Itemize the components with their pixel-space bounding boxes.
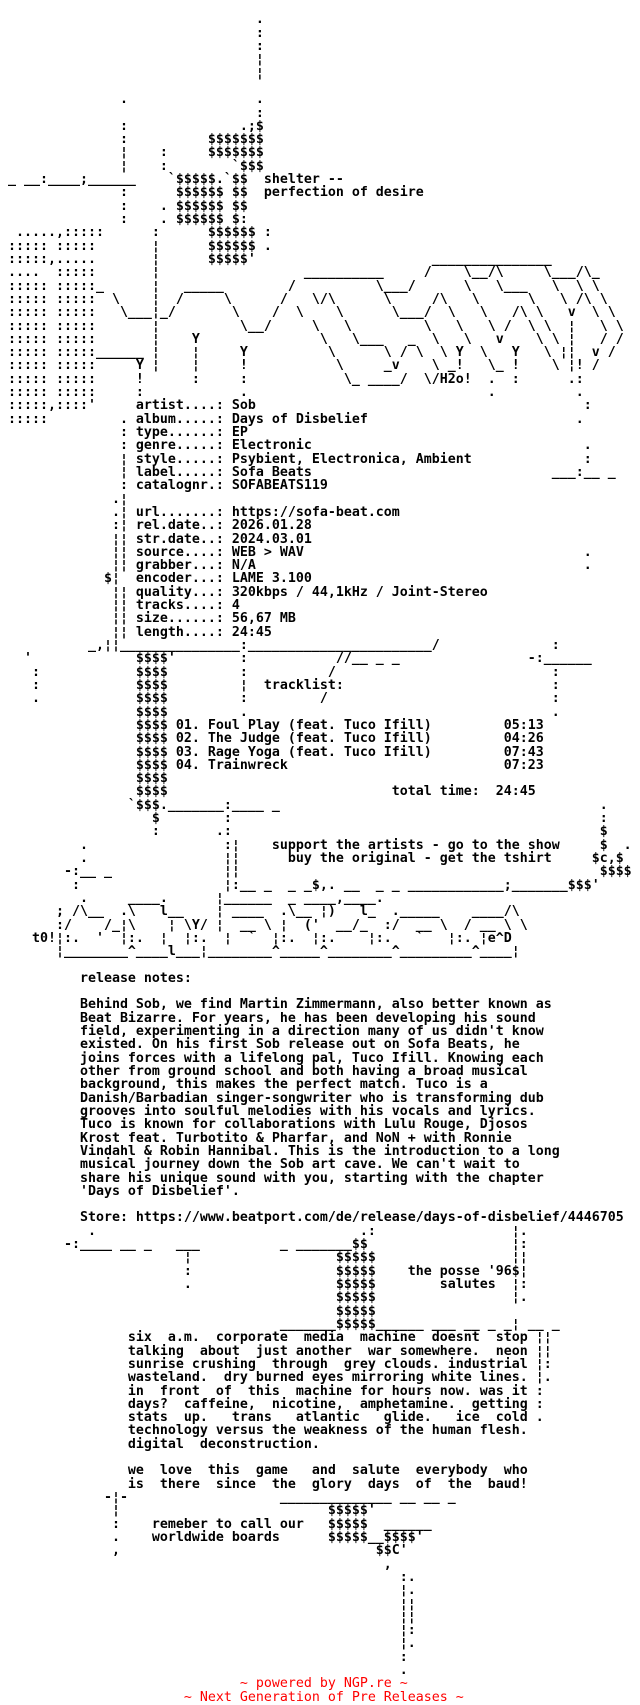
nfo-line: .¦ <box>0 491 128 507</box>
nfo-line: Vindahl & Robin Hannibal. This is the introduction to a long <box>0 1143 560 1159</box>
nfo-line: ¦¦ str.date..: 2024.03.01 <box>0 531 312 547</box>
nfo-line: ¦ style.....: Psybient, Electronica, Ambient : <box>0 451 592 467</box>
nfo-line: `$$$._______:____ _ . <box>0 797 608 813</box>
nfo-line: ::::: :::::_ ¦ _____ / \___/ \ \___ \ \ \ <box>0 278 600 294</box>
nfo-line: $$$$ 02. The Judge (feat. Tuco Ifill) 04:26 <box>0 731 544 747</box>
nfo-line: _ __:____;______ `$$$$$.`$$ shelter -- <box>0 172 344 188</box>
nfo-line: .... ::::: ¦ __________ / \__/\ \___/\_ <box>0 265 600 281</box>
nfo-line: $$$$ total time: 24:45 <box>0 784 536 800</box>
nfo-line: -¦- ______________ __ __ _ <box>0 1490 456 1505</box>
nfo-line: : <box>0 38 264 54</box>
nfo-line: in front of this machine for hours now. was it : <box>0 1383 544 1399</box>
nfo-line: musical journey down the Sob art cave. We can't wait to <box>0 1157 520 1173</box>
nfo-line: ; /\__ .\ l__ ¦ ____ .\__ ¦) l_ ._____ ____/\ <box>0 904 520 920</box>
footer-credit-line: ~ powered by NGP.re ~ <box>0 1676 408 1692</box>
nfo-line: Beat Bizarre. For years, he has been developing his sound <box>0 1010 536 1026</box>
nfo-line: :::::,::::' artist....: Sob : <box>0 398 592 414</box>
nfo-line: , $$C' <box>0 1543 408 1559</box>
nfo-line: . <box>0 1663 408 1679</box>
nfo-line: $$$$ 03. Rage Yoga (feat. Tuco Ifill) 07:43 <box>0 744 544 760</box>
nfo-line: ¦¦ <box>0 1596 416 1612</box>
nfo-line: ::::: ::::: ¦ \__/ \ \ \ \ \ / \ \ ¦ \ \ <box>0 318 624 334</box>
nfo-line: grooves into soulful melodies with his vocals and lyrics. <box>0 1103 536 1119</box>
nfo-line: six a.m. corporate media machine doesnt stop ¦¦ <box>0 1330 552 1346</box>
nfo-line: Krost feat. Turbotito & Pharfar, and NoN + with Ronnie <box>0 1130 512 1146</box>
nfo-line: . .: ¦. <box>0 1223 528 1239</box>
nfo-line: ¦ : `$$$ <box>0 158 264 174</box>
footer-credit-line: ~ Next Generation of Pre Releases ~ <box>0 1689 464 1705</box>
nfo-line: . <box>0 12 264 28</box>
nfo-line: ¦: <box>0 1623 416 1639</box>
nfo-line: $$$$ <box>0 771 168 787</box>
nfo-line: t0!¦:. ' ¦:. ¦ ¦:. ¦ ` ¦:. ¦:. ¦:. ` ¦:. ¦e^D <box>0 930 512 946</box>
nfo-line: $$$$$ ¦. <box>0 1290 528 1306</box>
nfo-line: ¦¦ <box>0 1609 416 1625</box>
nfo-line: ¦¦ size......: 56,67 MB <box>0 611 296 627</box>
nfo-line: technology versus the weakness of the human flesh. <box>0 1423 528 1439</box>
nfo-line: ¦¦ tracks....: 4 <box>0 598 240 614</box>
nfo-line: ::::: ::::: ¦ $$$$$$ . <box>0 238 272 254</box>
nfo-line: other from ground school and both having a broad musical <box>0 1064 528 1079</box>
nfo-line: : . $$$$$$ $: <box>0 212 248 227</box>
nfo-line: : $$$$$$$ <box>0 132 264 148</box>
nfo-line: 'Days of Disbelief'. <box>0 1183 240 1199</box>
nfo-line: : remeber to call our $$$$$ ______ <box>0 1516 432 1532</box>
nfo-line: ¦¦ grabber...: N/A . <box>0 558 592 574</box>
nfo-line: : type......: EP <box>0 425 248 440</box>
nfo-line: .....,::::: : $$$$$$ : <box>0 225 272 241</box>
nfo-line: ::::: ::::: ¦ Y \ \___ _ \ \ v \ \ ¦ / / <box>0 331 624 347</box>
nfo-line: . ¦¦ buy the original - get the tshirt $c,$ <box>0 851 624 866</box>
nfo-line: ::::: ::::: Y ¦ ¦ ! \ _v \ _! \_ ! \ ¦! / <box>0 358 600 374</box>
nfo-line: ¦¦ source....: WEB > WAV . <box>0 544 592 560</box>
nfo-line: : <box>0 105 264 121</box>
nfo-line: ¦ <box>0 65 264 81</box>
nfo-line: ::::: ::::: : . . . <box>0 385 584 401</box>
nfo-line: : .;$ <box>0 118 264 134</box>
nfo-line: ¦¦ quality...: 320kbps / 44,1kHz / Joint-Stereo <box>0 584 488 600</box>
nfo-line: :::::,..... ¦ $$$$$' _______________ <box>0 251 552 267</box>
nfo-line: . worldwide boards $$$$$__$$$$' <box>0 1529 424 1545</box>
nfo-line: we love this game and salute everybody who <box>0 1463 528 1479</box>
nfo-line: ¦¦ length....: 24:45 <box>0 624 272 640</box>
nfo-line: ::::: . album.....: Days of Disbelief . <box>0 411 584 427</box>
nfo-line: ::::: :::::______ ¦ ¦ Y \ \ / \ \ Y \ Y \ ¦¦ v / <box>0 345 616 361</box>
nfo-line: $$$$ 01. Foul Play (feat. Tuco Ifill) 05:13 <box>0 717 544 733</box>
nfo-line: : $$$$$ the posse '96$¦ <box>0 1263 528 1279</box>
nfo-line: background, this makes the perfect match. Tuco is a <box>0 1077 488 1093</box>
nfo-line: wasteland. dry burned eyes mirroring white lines. ¦. <box>0 1370 552 1386</box>
nfo-line: : catalognr.: SOFABEATS119 <box>0 478 328 494</box>
nfo-line: share his unique sound with you, starting with the chapter <box>0 1170 544 1186</box>
nfo-line: ¦ <box>0 52 264 68</box>
nfo-line: : $$$$ ¦ tracklist: : <box>0 677 560 693</box>
nfo-line: : . $$$$$$ $$ <box>0 198 248 214</box>
nfo-line: Behind Sob, we find Martin Zimmermann, also better known as <box>0 997 552 1013</box>
nfo-line: ¦ : $$$$$$$ <box>0 145 264 161</box>
nfo-line: : ¦:__ _ _ _$,. __ _ _ ____________;_______$$$' <box>0 877 600 893</box>
nfo-line: : genre.....: Electronic . <box>0 438 592 454</box>
nfo-line: : <box>0 1649 408 1665</box>
nfo-line: stats up. trans atlantic glide. ice cold . <box>0 1410 544 1426</box>
nfo-line: sunrise crushing through grey clouds. industrial ¦: <box>0 1356 552 1372</box>
nfo-line: $$$$ . . <box>0 704 560 720</box>
nfo-line: ¦________^____l___¦________^_____^________^_________^____¦ <box>0 944 520 960</box>
nfo-line: . $$$$ : / : <box>0 691 560 707</box>
nfo-line: :¦ rel.date..: 2026.01.28 <box>0 518 312 534</box>
nfo-line: is there since the glory days of the baud! <box>0 1476 528 1492</box>
nfo-line: -:__ _ ¦¦ $$$$ <box>0 864 632 880</box>
nfo-line: ¦ $$$$$' <box>0 1503 376 1519</box>
nfo-line: talking about just another war somewhere. neon ¦¦ <box>0 1343 552 1359</box>
nfo-line: ' $$$$' : //__ _ _ -:______ <box>0 651 592 667</box>
nfo-line: release notes: <box>0 970 192 986</box>
nfo-line: : $$$$$$ $$ perfection of desire <box>0 185 424 201</box>
nfo-line: :. <box>0 1569 416 1585</box>
nfo-line: ::::: ::::: \___¦_/ \ / \ \ \___/ \ \ /\ \ v \ \ <box>0 305 616 321</box>
nfo-line: joins forces with a lifelong pal, Tuco Ifill. Knowing each <box>0 1050 544 1066</box>
nfo-line: : <box>0 25 264 41</box>
nfo-line: . :¦ support the artists - go to the show $ . <box>0 837 632 853</box>
nfo-line: $$$$$ <box>0 1303 376 1319</box>
nfo-line: -:____ __ _ ___ _ _______$$ ¦: <box>0 1237 528 1253</box>
nfo-line: Store: https://www.beatport.com/de/release/days-of-disbelief/4446705 <box>0 1210 624 1226</box>
nfo-line: , <box>0 1556 392 1572</box>
nfo-line: Tuco is known for collaborations with Lulu Rouge, Djosos <box>0 1117 528 1133</box>
nfo-line: . $$$$$ salutes ¦: <box>0 1277 528 1292</box>
nfo-line: ¦. <box>0 1583 416 1599</box>
nfo-line: _,¦¦_______________:_______________________/ : <box>0 638 560 653</box>
nfo-line: ¦. <box>0 1636 416 1652</box>
nfo-line: days? caffeine, nicotine, amphetamine. getting : <box>0 1396 544 1412</box>
nfo-line: ¦ $$$$$ ¦¦ <box>0 1250 528 1266</box>
nfo-line: $$$$ 04. Trainwreck 07:23 <box>0 757 544 773</box>
nfo-line: .¦ url.......: https://sofa-beat.com <box>0 504 400 520</box>
nfo-line: $¦ encoder...: LAME 3.100 <box>0 571 312 587</box>
nfo-line: ::::: ::::: ! : : \_ ____/ \/H2o! . : .: <box>0 371 584 387</box>
nfo-line: ::::: ::::: \ ¦ / \ / \/\ \ /\ \ \ \ /\ \ <box>0 291 608 307</box>
nfo-line: :/ /_¦\ ¦ \Y/ ¦ __ \ ¦ (' __/_ :/ __ \ / __ \ \ <box>0 917 528 933</box>
nfo-line: _______$$$$$______ ___ __ _ _¦ __ _ <box>0 1316 560 1332</box>
nfo-line: : $$$$ : / : <box>0 664 560 680</box>
nfo-line: existed. On his first Sob release out on Sofa Beats, he <box>0 1037 520 1053</box>
nfo-line: digital deconstruction. <box>0 1436 320 1452</box>
nfo-line: field, experimenting in a direction many of us didn't know <box>0 1024 544 1040</box>
nfo-line: $ : : <box>0 811 608 827</box>
nfo-line: Danish/Barbadian singer-songwriter who is transforming dub <box>0 1090 544 1106</box>
nfo-line: ¦ label.....: Sofa Beats ___:__ _ <box>0 464 616 480</box>
nfo-line: . ____. ¦______ _ ____,____. <box>0 890 384 906</box>
nfo-line: : .: $ <box>0 824 608 840</box>
nfo-line: . . <box>0 92 264 108</box>
